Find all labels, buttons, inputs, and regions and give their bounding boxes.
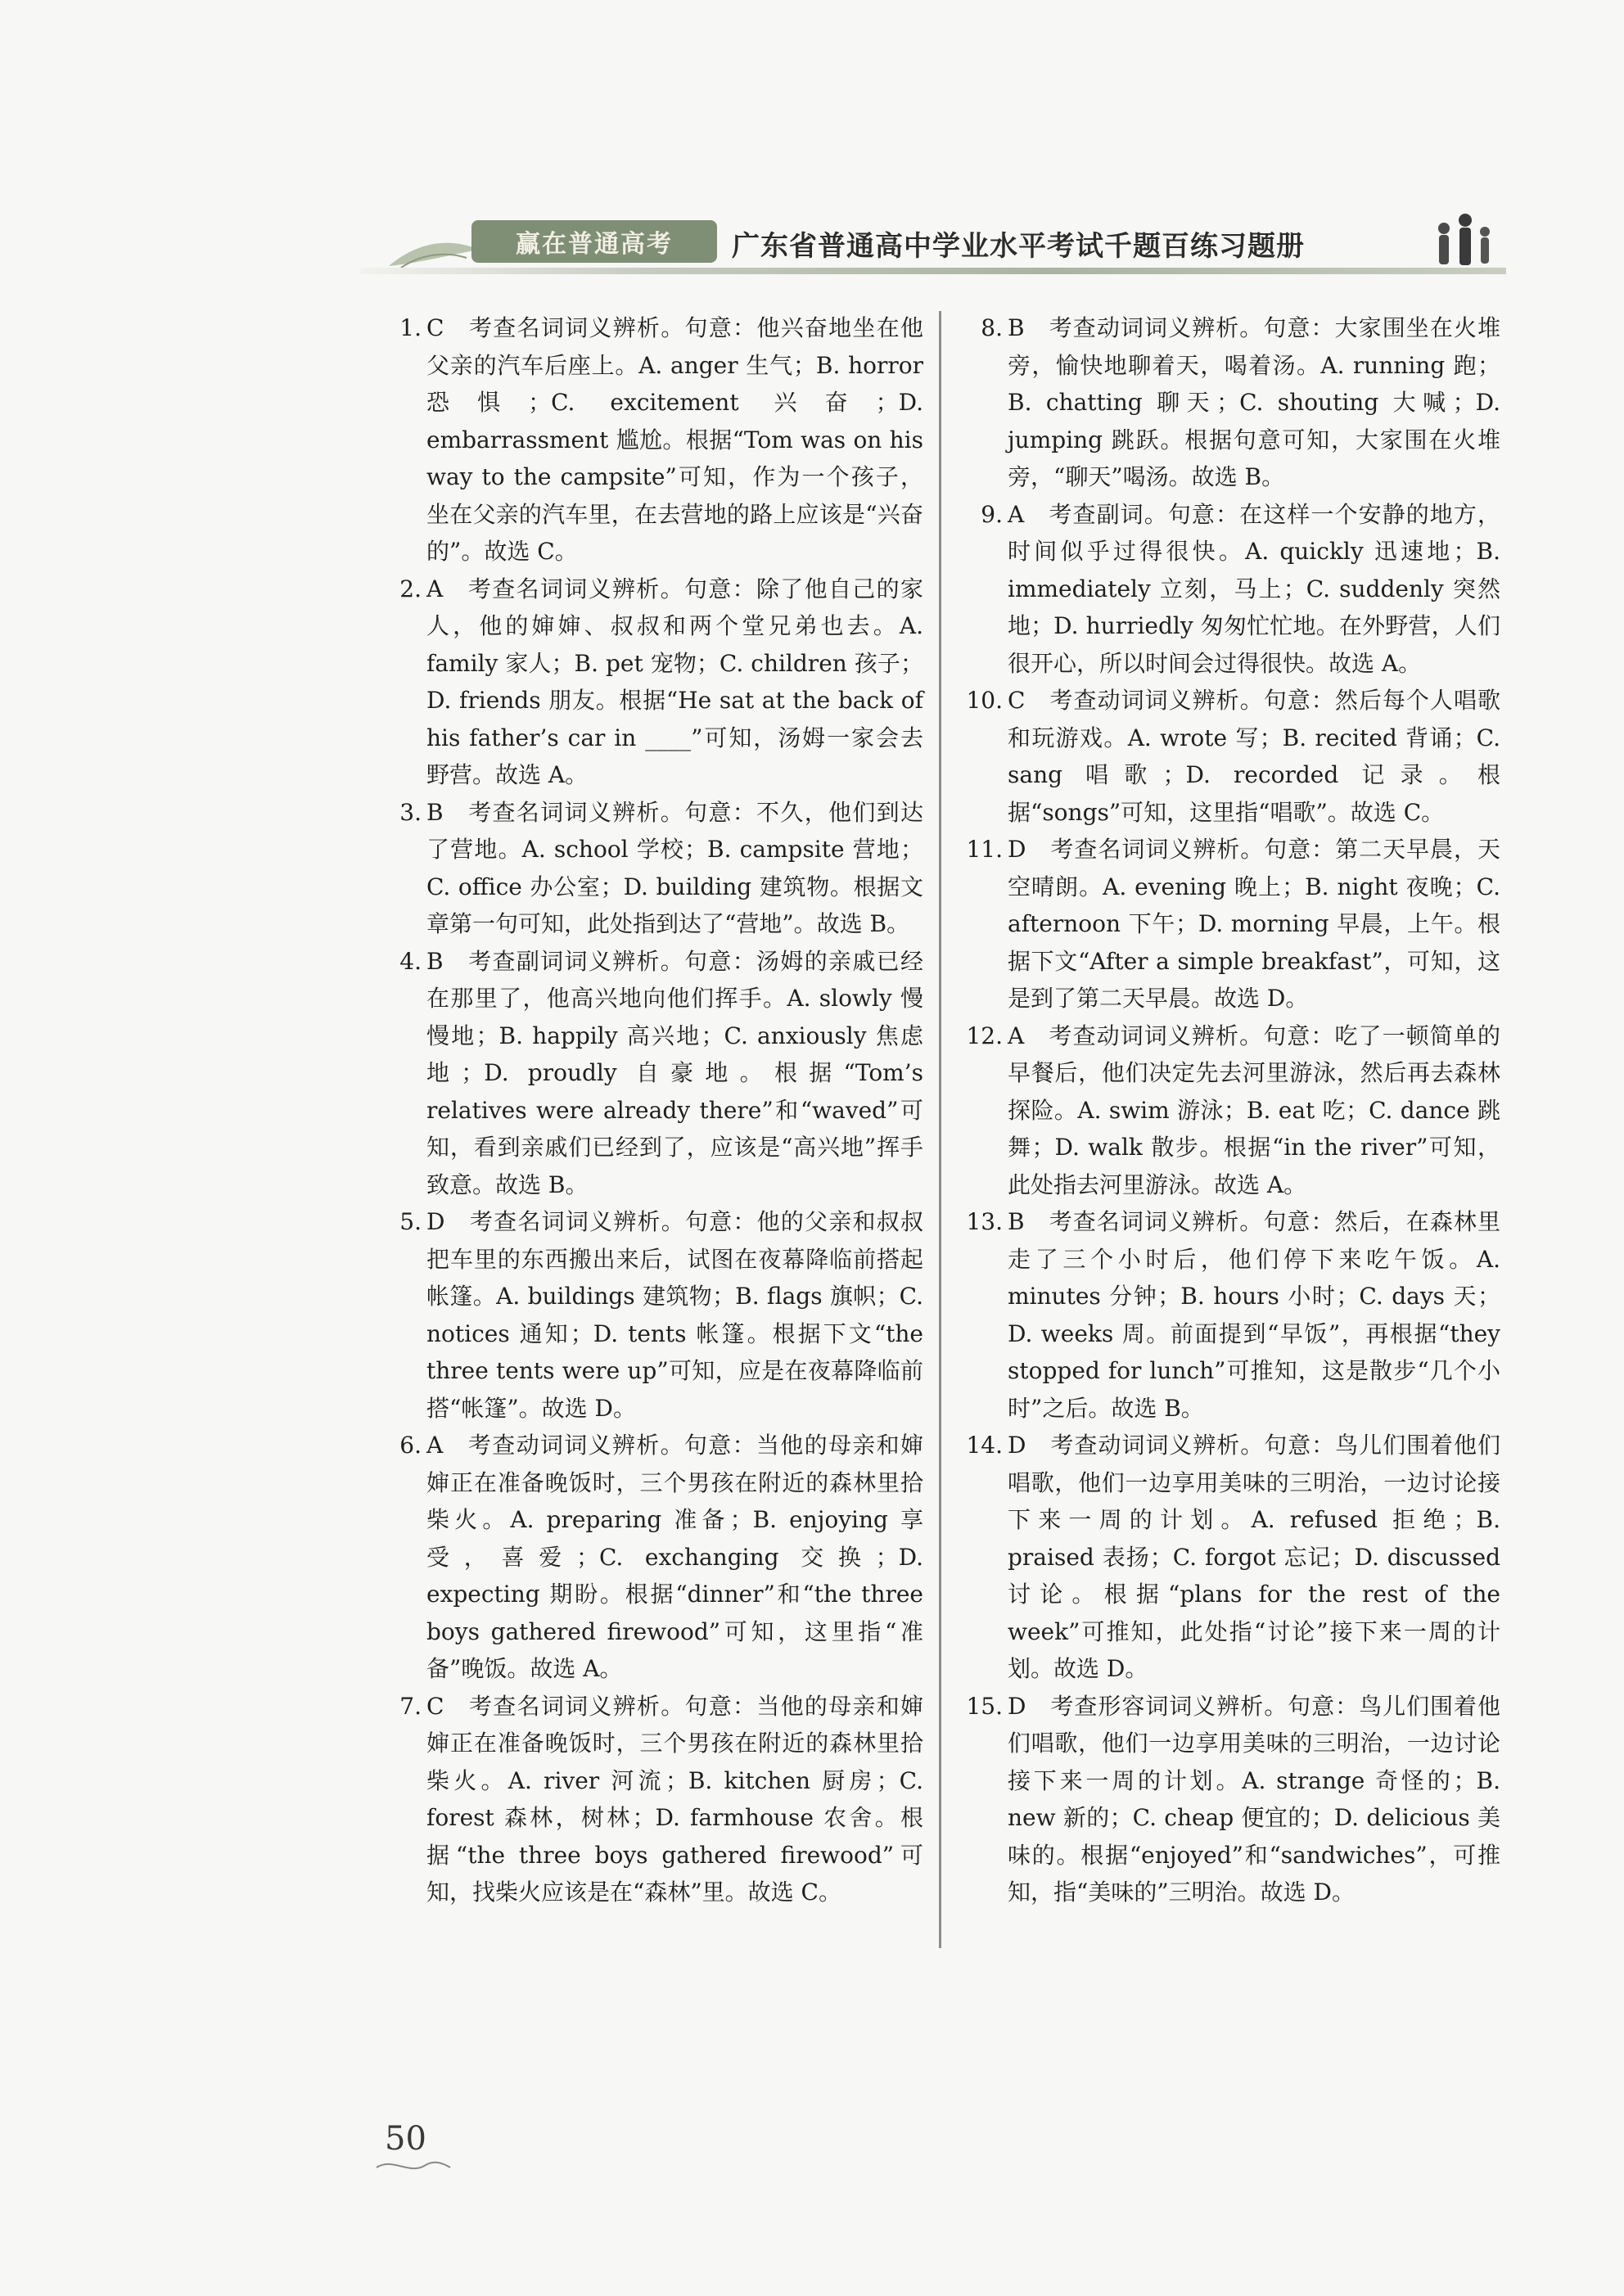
item-text: D 考查名词词义辨析。句意：他的父亲和叔叔把车里的东西搬出来后，试图在夜幕降临前搭起帐篷。A. buildings 建筑物；B. flags 旗帜；C. notices 通知；D. tents 帐篷。根据下文“the three tents were up”可知，应是在夜幕降临前搭“帐篷”。故选 D。 — [426, 1208, 923, 1422]
item-text: C 考查名词词义辨析。句意：他兴奋地坐在他父亲的汽车后座上。A. anger 生气；B. horror 恐惧；C. excitement 兴奋；D. embarrassment 尴尬。根据“Tom was on his way to the campsite”可知，作为一个孩子，坐在父亲的汽车里，在去营地的路上应该是“兴奋的”。故选 C。 — [426, 314, 923, 565]
answer-item — [379, 943, 923, 1204]
item-text: D 考查动词词义辨析。句意：鸟儿们围着他们唱歌，他们一边享用美味的三明治，一边讨论接下来一周的计划。A. refused 拒绝；B. praised 表扬；C. forgot 忘记；D. discussed 讨论。根据“plans for the rest of the week”可推知，此处指“讨论”接下来一周的计划。故选 D。 — [1008, 1432, 1500, 1682]
answer-item — [379, 309, 923, 571]
answer-item — [952, 831, 1500, 1017]
item-number: 13. — [966, 1208, 1003, 1235]
item-number: 12. — [966, 1022, 1003, 1049]
answer-item — [952, 1427, 1500, 1688]
item-text: B 考查名词词义辨析。句意：然后，在森林里走了三个小时后，他们停下来吃午饭。A. minutes 分钟；B. hours 小时；C. days 天；D. weeks 周。前面提到“早饭”，再根据“they stopped for lunch”可推知，这是散步“几个小时”之后。故选 B。 — [1008, 1208, 1500, 1422]
item-number: 10. — [966, 687, 1003, 714]
answer-item — [379, 794, 923, 943]
answer-item — [952, 309, 1500, 496]
answer-item — [952, 682, 1500, 831]
item-number: 1. — [399, 314, 422, 341]
item-text: B 考查名词词义辨析。句意：不久，他们到达了营地。A. school 学校；B. campsite 营地；C. office 办公室；D. building 建筑物。根据文章第一句可知，此处指到达了“营地”。故选 B。 — [426, 798, 923, 937]
item-number: 11. — [966, 836, 1003, 863]
item-number: 9. — [981, 500, 1003, 528]
left-answer-column — [379, 309, 923, 1911]
item-number: 2. — [399, 575, 422, 602]
item-text: D 考查形容词词义辨析。句意：鸟儿们围着他们唱歌，他们一边享用美味的三明治，一边讨论接下来一周的计划。A. strange 奇怪的；B. new 新的；C. cheap 便宜的；D. delicious 美味的。根据“enjoyed”和“sandwiches”，可推知，指“美味的”三明治。故选 D。 — [1008, 1692, 1500, 1906]
answer-item — [379, 1427, 923, 1688]
answer-item — [952, 1017, 1500, 1204]
item-number: 6. — [399, 1432, 422, 1459]
item-number: 7. — [399, 1692, 422, 1720]
item-text: A 考查名词词义辨析。句意：除了他自己的家人，他的婶婶、叔叔和两个堂兄弟也去。A. family 家人；B. pet 宠物；C. children 孩子；D. friends 朋友。根据“He sat at the back of his father’s car in ____”可知，汤姆一家会去野营。故选 A。 — [426, 575, 923, 788]
series-logo: 赢在普通高考 — [471, 220, 717, 263]
people-silhouette-icon — [1426, 210, 1500, 271]
item-text: B 考查动词词义辨析。句意：大家围坐在火堆旁，愉快地聊着天，喝着汤。A. running 跑；B. chatting 聊天；C. shouting 大喊；D. jumping 跳跃。根据句意可知，大家围在火堆旁，“聊天”喝汤。故选 B。 — [1008, 314, 1500, 490]
answer-item — [379, 1688, 923, 1911]
swirl-ornament-icon — [372, 2153, 454, 2177]
page-number: 50 — [385, 2120, 426, 2158]
item-text: A 考查副词。句意：在这样一个安静的地方，时间似乎过得很快。A. quickly 迅速地；B. immediately 立刻，马上；C. suddenly 突然地；D. hurriedly 匆匆忙忙地。在外野营，人们很开心，所以时间会过得很快。故选 A。 — [1008, 500, 1500, 677]
header-rule — [360, 268, 1506, 274]
item-number: 3. — [399, 798, 422, 826]
answer-item — [952, 1203, 1500, 1427]
answer-item — [952, 496, 1500, 683]
item-text: C 考查动词词义辨析。句意：然后每个人唱歌和玩游戏。A. wrote 写；B. recited 背诵；C. sang 唱歌；D. recorded 记录。根据“songs”可知，这里指“唱歌”。故选 C。 — [1008, 687, 1500, 826]
item-text: C 考查名词词义辨析。句意：当他的母亲和婶婶正在准备晚饭时，三个男孩在附近的森林里拾柴火。A. river 河流；B. kitchen 厨房；C. forest 森林，树林；D. farmhouse 农舍。根据“the three boys gathered firewood”可知，找柴火应该是在“森林”里。故选 C。 — [426, 1692, 923, 1906]
column-divider — [939, 311, 941, 1948]
book-title: 广东省普通高中学业水平考试千题百练习题册 — [732, 230, 1305, 263]
item-number: 15. — [966, 1692, 1003, 1720]
item-number: 8. — [981, 314, 1003, 341]
item-text: D 考查名词词义辨析。句意：第二天早晨，天空晴朗。A. evening 晚上；B. night 夜晚；C. afternoon 下午；D. morning 早晨，上午。根据下文“After a simple breakfast”，可知，这是到了第二天早晨。故选 D。 — [1008, 836, 1500, 1012]
answer-item — [379, 571, 923, 794]
item-number: 5. — [399, 1208, 422, 1235]
answer-item — [952, 1688, 1500, 1911]
item-number: 14. — [966, 1432, 1003, 1459]
answer-item — [379, 1203, 923, 1427]
right-answer-column — [952, 309, 1500, 1911]
page-header — [360, 209, 1506, 282]
item-number: 4. — [399, 947, 422, 975]
item-text: B 考查副词词义辨析。句意：汤姆的亲戚已经在那里了，他高兴地向他们挥手。A. slowly 慢慢地；B. happily 高兴地；C. anxiously 焦虑地；D. proudly 自豪地。根据“Tom’s relatives were already there”和“waved”可知，看到亲戚们已经到了，应该是“高兴地”挥手致意。故选 B。 — [426, 947, 923, 1198]
item-text: A 考查动词词义辨析。句意：吃了一顿简单的早餐后，他们决定先去河里游泳，然后再去森林探险。A. swim 游泳；B. eat 吃；C. dance 跳舞；D. walk 散步。根据“in the river”可知，此处指去河里游泳。故选 A。 — [1008, 1022, 1500, 1198]
item-text: A 考查动词词义辨析。句意：当他的母亲和婶婶正在准备晚饭时，三个男孩在附近的森林里拾柴火。A. preparing 准备；B. enjoying 享受，喜爱；C. exchanging 交换；D. expecting 期盼。根据“dinner”和“the three boys gathered firewood”可知，这里指“准备”晚饭。故选 A。 — [426, 1432, 923, 1682]
